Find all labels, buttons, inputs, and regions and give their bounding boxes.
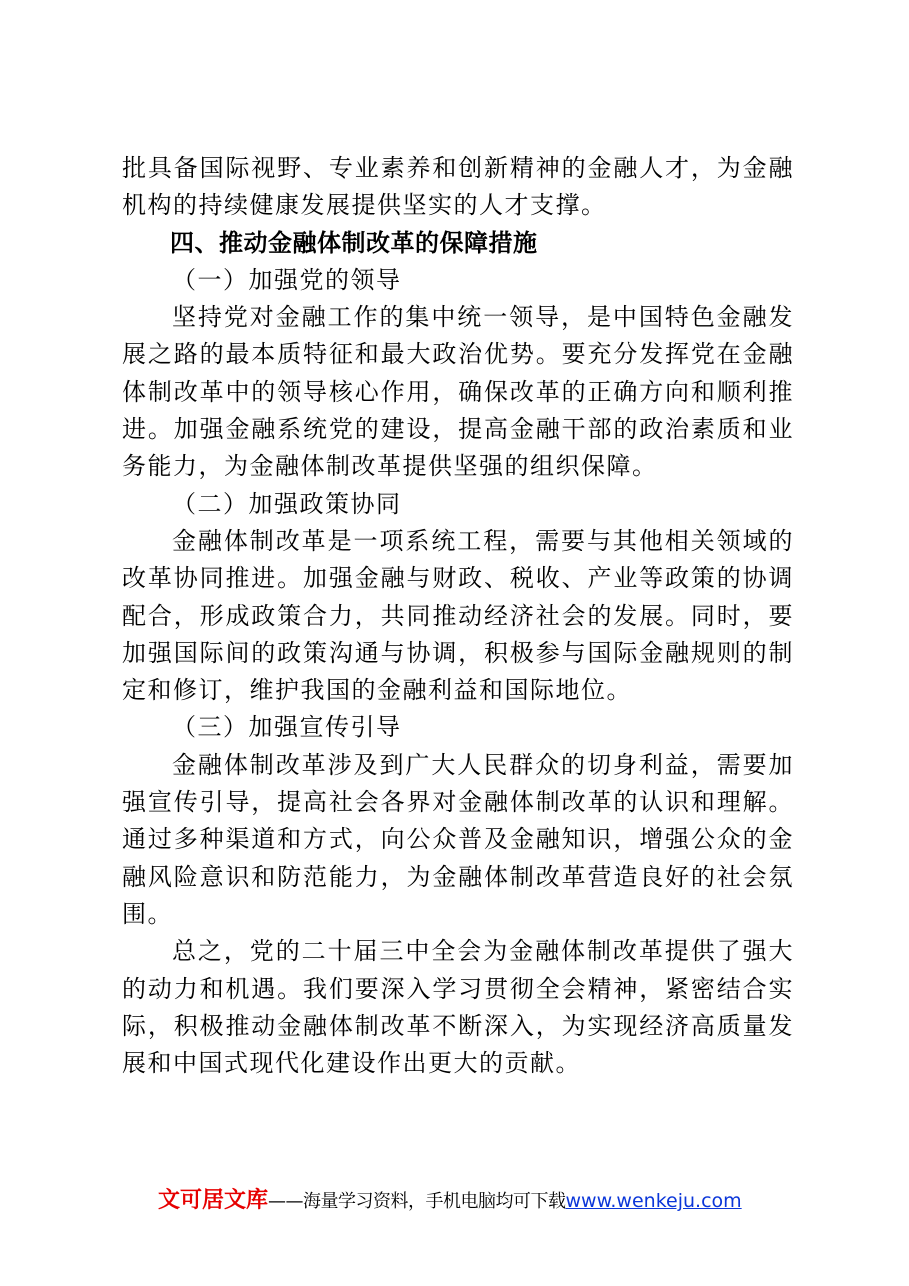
- paragraph: 金融体制改革涉及到广大人民群众的切身利益，需要加强宣传引导，提高社会各界对金融体制改革的认识和理解。通过多种渠道和方式，向公众普及金融知识，增强公众的金融风险意识和防范能力，为金融体制改革营造良好的社会氛围。: [122, 750, 794, 928]
- subsection-heading: （三）加强宣传引导: [172, 713, 402, 742]
- paragraph: 坚持党对金融工作的集中统一领导，是中国特色金融发展之路的最本质特征和最大政治优势。要充分发挥党在金融体制改革中的领导核心作用，确保改革的正确方向和顺利推进。加强金融系统党的建设，提高金融干部的政治素质和业务能力，为金融体制改革提供坚强的组织保障。: [122, 303, 794, 481]
- footer-site-link[interactable]: www.wenkeju.com: [565, 1190, 742, 1212]
- paragraph: 总之，党的二十届三中全会为金融体制改革提供了强大的动力和机遇。我们要深入学习贯彻全会精神，紧密结合实际，积极推动金融体制改革不断深入，为实现经济高质量发展和中国式现代化建设作出更大的贡献。: [122, 937, 794, 1078]
- footer-brand: 文可居文库: [158, 1188, 269, 1213]
- paragraph: 金融体制改革是一项系统工程，需要与其他相关领域的改革协同推进。加强金融与财政、税收、产业等政策的协调配合，形成政策合力，共同推动经济社会的发展。同时，要加强国际间的政策沟通与协调，积极参与国际金融规则的制定和修订，维护我国的金融利益和国际地位。: [122, 526, 794, 705]
- subsection-heading: （二）加强政策协同: [172, 489, 402, 518]
- subsection-heading: （一）加强党的领导: [172, 265, 402, 294]
- footer-slogan: ——海量学习资料，手机电脑均可下载: [268, 1191, 566, 1212]
- document-body: [122, 150, 794, 1082]
- section-heading: 四、推动金融体制改革的保障措施: [170, 228, 538, 257]
- paragraph: 批具备国际视野、专业素养和创新精神的金融人才，为金融机构的持续健康发展提供坚实的人才支撑。: [122, 154, 794, 220]
- page-footer: [158, 1183, 742, 1214]
